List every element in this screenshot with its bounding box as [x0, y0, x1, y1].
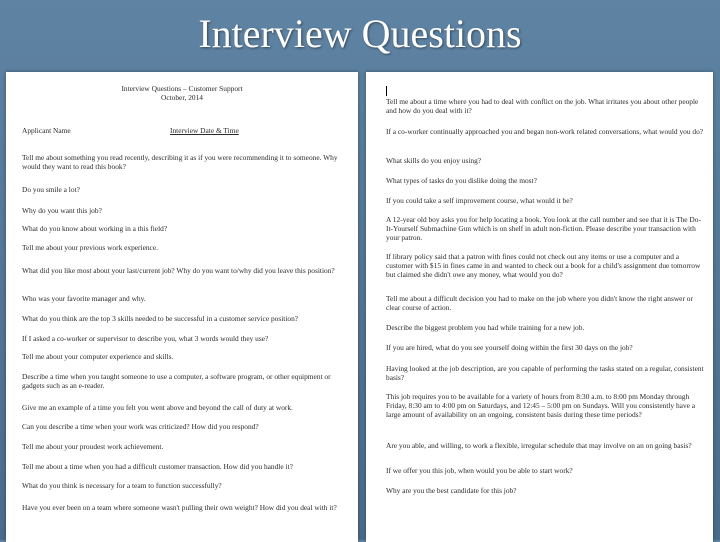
- document-header-title: Interview Questions – Customer Support: [121, 84, 243, 93]
- question-item: If library policy said that a patron with fines could not check out any items or use a computer and a customer with $15 in fines came in and wanted to check out a book for a child's assignment due tomorrow but claimed she didn't owe any money, what would you do?: [386, 252, 701, 279]
- question-item: Tell me about your proudest work achievement.: [22, 442, 164, 451]
- question-item: Can you describe a time when your work was criticized? How did you respond?: [22, 422, 259, 431]
- question-item: Tell me about a time when you had a difficult customer transaction. How did you handle it?: [22, 462, 293, 471]
- interview-date-label: Interview Date & Time: [170, 126, 239, 135]
- question-item: Tell me about your previous work experience.: [22, 243, 158, 252]
- question-item: Having looked at the job description, are you capable of performing the tasks stated on a regular, consistent basis?: [386, 364, 704, 382]
- question-item: A 12-year old boy asks you for help locating a book. You look at the call number and see that it is The Do-It-Yourself Submachine Gun which is on shelf in adult non-fiction. Please describe your transaction with your patron.: [386, 215, 701, 242]
- right-document-page: [366, 72, 713, 542]
- question-item: What do you think is necessary for a team to function successfully?: [22, 481, 222, 490]
- left-document-page: [6, 72, 358, 542]
- question-item: If you could take a self improvement course, what would it be?: [386, 196, 573, 205]
- question-item: If you are hired, what do you see yourself doing within the first 30 days on the job?: [386, 343, 633, 352]
- applicant-name-label: Applicant Name: [22, 126, 71, 135]
- question-item: What types of tasks do you dislike doing the most?: [386, 176, 537, 185]
- question-item: Give me an example of a time you felt you went above and beyond the call of duty at work.: [22, 403, 293, 412]
- question-item: Do you smile a lot?: [22, 185, 80, 194]
- question-item: What did you like most about your last/current job? Why do you want to/why did you leave this position?: [22, 266, 335, 275]
- question-item: Describe the biggest problem you had while training for a new job.: [386, 323, 585, 332]
- question-item: This job requires you to be available for a variety of hours from 8:30 a.m. to 8:00 pm Monday through Friday, 8:30 am to 4:00 pm on Saturdays, and 12:45 – 5:00 pm on Sundays. Will you consistently have a large amount of availability on an ongoing, consistent basis during these time periods?: [386, 392, 696, 419]
- question-item: Tell me about a time where you had to deal with conflict on the job. What irritates you about other people and how do you deal with it?: [386, 97, 699, 115]
- question-item: If we offer you this job, when would you be able to start work?: [386, 466, 573, 475]
- question-item: Describe a time when you taught someone to use a computer, a software program, or other equipment or gadgets such as an e-reader.: [22, 372, 331, 390]
- question-item: If I asked a co-worker or supervisor to describe you, what 3 words would they use?: [22, 334, 269, 343]
- question-item: What skills do you enjoy using?: [386, 156, 482, 165]
- question-item: Have you ever been on a team where someone wasn't pulling their own weight? How did you deal with it?: [22, 503, 337, 512]
- question-item: Are you able, and willing, to work a flexible, irregular schedule that may involve on an on going basis?: [386, 441, 692, 450]
- question-item: Why do you want this job?: [22, 206, 102, 215]
- question-item: Tell me about your computer experience and skills.: [22, 352, 174, 361]
- slide-title: Interview Questions: [198, 11, 522, 56]
- text-cursor: [386, 86, 387, 96]
- question-item: What do you think are the top 3 skills needed to be successful in a customer service position?: [22, 314, 299, 323]
- question-item: Why are you the best candidate for this job?: [386, 486, 517, 495]
- question-item: If a co-worker continually approached you and began non-work related conversations, what would you do?: [386, 127, 704, 136]
- question-item: Tell me about a difficult decision you had to make on the job where you didn't know the right answer or clear course of action.: [386, 294, 693, 312]
- question-item: Tell me about something you read recently, describing it as if you were recommending it to someone. Why would they want to read this book?: [22, 153, 338, 171]
- document-header-date: October, 2014: [161, 93, 203, 102]
- question-item: What do you know about working in a this field?: [22, 224, 168, 233]
- question-item: Who was your favorite manager and why.: [22, 294, 146, 303]
